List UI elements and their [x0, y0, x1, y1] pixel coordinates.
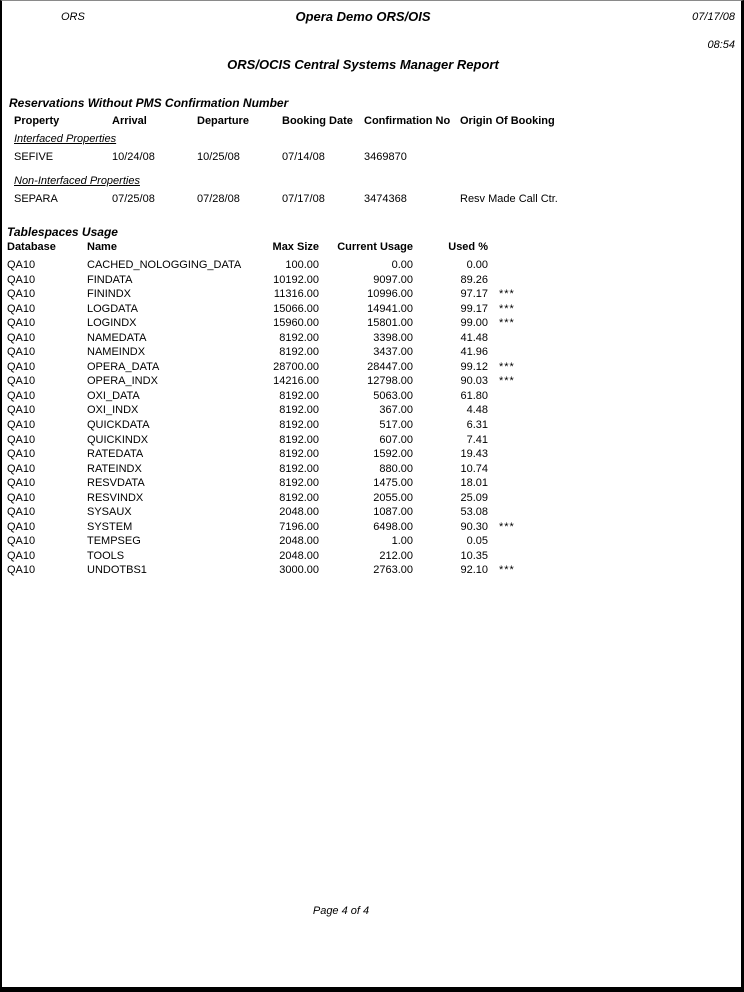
cell-name: QUICKDATA — [87, 419, 150, 432]
cell-current-usage: 28447.00 — [367, 360, 413, 373]
cell-database: QA10 — [7, 448, 36, 461]
cell-database: QA10 — [7, 506, 36, 519]
table-row — [7, 316, 547, 331]
table-row — [7, 520, 547, 535]
cell-database: QA10 — [7, 375, 36, 388]
cell-name: OPERA_INDX — [87, 375, 158, 388]
col-header-arrival: Arrival — [112, 115, 147, 127]
cell-confirmation-no: 3474368 — [364, 193, 407, 205]
cell-database: QA10 — [7, 331, 36, 344]
cell-current-usage: 15801.00 — [367, 317, 413, 330]
col-header-booking-date: Booking Date — [282, 115, 353, 127]
cell-name: LOGINDX — [87, 317, 137, 330]
cell-used-pct: 6.31 — [466, 419, 488, 432]
cell-origin: Resv Made Call Ctr. — [460, 193, 558, 205]
cell-used-pct: 97.17 — [460, 288, 488, 301]
cell-used-pct: 10.35 — [460, 549, 488, 562]
cell-max-size: 8192.00 — [279, 462, 319, 475]
table-row — [7, 403, 547, 418]
table-row — [7, 534, 547, 549]
cell-max-size: 2048.00 — [279, 535, 319, 548]
cell-threshold-flag: *** — [499, 302, 515, 315]
cell-database: QA10 — [7, 360, 36, 373]
table-row — [7, 505, 547, 520]
cell-used-pct: 61.80 — [460, 389, 488, 402]
table-row — [7, 563, 547, 578]
cell-current-usage: 2763.00 — [373, 564, 413, 577]
cell-name: OXI_INDX — [87, 404, 139, 417]
cell-database: QA10 — [7, 477, 36, 490]
col-header-name: Name — [87, 241, 117, 253]
cell-confirmation-no: 3469870 — [364, 151, 407, 163]
col-header-property: Property — [14, 115, 60, 127]
cell-max-size: 11316.00 — [273, 288, 319, 301]
cell-database: QA10 — [7, 491, 36, 504]
cell-name: SYSAUX — [87, 506, 132, 519]
header-title: Opera Demo ORS/OIS — [295, 9, 431, 24]
cell-used-pct: 89.26 — [460, 273, 488, 286]
cell-current-usage: 2055.00 — [373, 491, 413, 504]
cell-used-pct: 4.48 — [466, 404, 488, 417]
cell-current-usage: 517.00 — [379, 419, 413, 432]
tablespaces-header-row — [7, 241, 547, 258]
cell-name: SYSTEM — [87, 520, 133, 533]
cell-max-size: 8192.00 — [279, 404, 319, 417]
cell-current-usage: 5063.00 — [373, 389, 413, 402]
cell-departure: 10/25/08 — [197, 151, 240, 163]
cell-current-usage: 0.00 — [391, 259, 413, 271]
table-row — [7, 273, 547, 288]
col-header-confirmation-no: Confirmation No — [364, 115, 451, 127]
cell-current-usage: 880.00 — [379, 462, 413, 475]
report-title: ORS/OCIS Central Systems Manager Report — [227, 57, 499, 72]
cell-current-usage: 1087.00 — [373, 506, 413, 519]
tablespaces-table — [7, 241, 547, 578]
table-row — [7, 462, 547, 477]
cell-current-usage: 1475.00 — [373, 477, 413, 490]
cell-max-size: 15960.00 — [273, 317, 319, 330]
cell-name: OXI_DATA — [87, 389, 140, 402]
header-app-label: ORS — [61, 11, 85, 23]
cell-arrival: 07/25/08 — [112, 193, 155, 205]
cell-current-usage: 367.00 — [379, 404, 413, 417]
cell-database: QA10 — [7, 564, 36, 577]
cell-database: QA10 — [7, 462, 36, 475]
cell-current-usage: 14941.00 — [367, 302, 413, 315]
table-row — [7, 491, 547, 506]
cell-max-size: 8192.00 — [279, 346, 319, 359]
table-row — [7, 302, 547, 317]
cell-current-usage: 1.00 — [391, 535, 413, 548]
cell-name: TOOLS — [87, 549, 125, 562]
cell-used-pct: 53.08 — [460, 506, 488, 519]
tablespaces-section-title: Tablespaces Usage — [7, 225, 118, 239]
cell-max-size: 14216.00 — [273, 375, 319, 388]
cell-used-pct: 90.03 — [460, 375, 488, 388]
table-row — [7, 360, 547, 375]
cell-database: QA10 — [7, 549, 36, 562]
cell-max-size: 8192.00 — [279, 433, 319, 446]
cell-max-size: 8192.00 — [279, 448, 319, 461]
group-label-interfaced: Interfaced Properties — [14, 133, 117, 145]
cell-used-pct: 19.43 — [460, 448, 488, 461]
cell-used-pct: 99.00 — [460, 317, 488, 330]
cell-name: FINDATA — [87, 273, 133, 286]
cell-name: FININDX — [87, 288, 131, 301]
cell-current-usage: 3437.00 — [373, 346, 413, 359]
cell-threshold-flag: *** — [499, 564, 515, 577]
table-row — [7, 374, 547, 389]
cell-property: SEFIVE — [14, 151, 54, 163]
cell-current-usage: 1592.00 — [373, 448, 413, 461]
table-row — [7, 549, 547, 564]
cell-current-usage: 6498.00 — [373, 520, 413, 533]
cell-database: QA10 — [7, 288, 36, 301]
table-row — [14, 151, 720, 175]
table-row — [7, 287, 547, 302]
cell-departure: 07/28/08 — [197, 193, 240, 205]
cell-used-pct: 7.41 — [466, 433, 488, 446]
cell-database: QA10 — [7, 317, 36, 330]
cell-current-usage: 212.00 — [379, 549, 413, 562]
cell-database: QA10 — [7, 389, 36, 402]
cell-used-pct: 92.10 — [460, 564, 488, 577]
cell-max-size: 15066.00 — [273, 302, 319, 315]
cell-database: QA10 — [7, 302, 36, 315]
cell-threshold-flag: *** — [499, 360, 515, 373]
cell-property: SEPARA — [14, 193, 58, 205]
table-row — [7, 418, 547, 433]
cell-used-pct: 99.12 — [460, 360, 488, 373]
cell-name: RATEDATA — [87, 448, 144, 461]
cell-database: QA10 — [7, 404, 36, 417]
cell-used-pct: 41.96 — [460, 346, 488, 359]
cell-database: QA10 — [7, 433, 36, 446]
col-header-database: Database — [7, 241, 56, 253]
cell-database: QA10 — [7, 346, 36, 359]
cell-current-usage: 9097.00 — [373, 273, 413, 286]
cell-name: NAMEDATA — [87, 331, 147, 344]
cell-database: QA10 — [7, 259, 36, 271]
cell-max-size: 8192.00 — [279, 491, 319, 504]
cell-threshold-flag: *** — [499, 317, 515, 330]
cell-max-size: 8192.00 — [279, 477, 319, 490]
cell-max-size: 8192.00 — [279, 389, 319, 402]
page-number: Page 4 of 4 — [312, 905, 370, 917]
cell-current-usage: 12798.00 — [367, 375, 413, 388]
cell-name: RATEINDX — [87, 462, 142, 475]
header-time: 08:54 — [707, 39, 735, 51]
cell-max-size: 7196.00 — [279, 520, 319, 533]
tablespaces-rows — [7, 258, 547, 578]
col-header-origin: Origin Of Booking — [460, 115, 555, 127]
cell-current-usage: 607.00 — [379, 433, 413, 446]
cell-threshold-flag: *** — [499, 520, 515, 533]
table-row — [7, 476, 547, 491]
cell-current-usage: 3398.00 — [373, 331, 413, 344]
cell-booking-date: 07/17/08 — [282, 193, 325, 205]
cell-max-size: 28700.00 — [273, 360, 319, 373]
cell-database: QA10 — [7, 520, 36, 533]
cell-name: LOGDATA — [87, 302, 138, 315]
cell-used-pct: 99.17 — [460, 302, 488, 315]
col-header-current-usage: Current Usage — [337, 241, 413, 253]
cell-database: QA10 — [7, 535, 36, 548]
cell-used-pct: 18.01 — [460, 477, 488, 490]
reservations-header-row — [14, 115, 720, 133]
cell-name: RESVINDX — [87, 491, 144, 504]
cell-max-size: 3000.00 — [279, 564, 319, 577]
table-row — [14, 193, 720, 205]
cell-max-size: 100.00 — [285, 259, 319, 271]
reservations-table — [14, 115, 720, 205]
table-row — [7, 447, 547, 462]
cell-database: QA10 — [7, 273, 36, 286]
table-row — [7, 331, 547, 346]
table-row — [7, 433, 547, 448]
table-row — [7, 258, 547, 273]
cell-name: NAMEINDX — [87, 346, 146, 359]
cell-used-pct: 0.00 — [466, 259, 488, 271]
cell-used-pct: 10.74 — [460, 462, 488, 475]
table-row — [7, 345, 547, 360]
cell-max-size: 2048.00 — [279, 506, 319, 519]
reservations-section-title: Reservations Without PMS Confirmation Number — [9, 96, 289, 110]
cell-max-size: 2048.00 — [279, 549, 319, 562]
col-header-used-pct: Used % — [448, 241, 488, 253]
cell-max-size: 8192.00 — [279, 331, 319, 344]
cell-current-usage: 10996.00 — [367, 288, 413, 301]
cell-name: TEMPSEG — [87, 535, 141, 548]
cell-threshold-flag: *** — [499, 375, 515, 388]
cell-used-pct: 0.05 — [466, 535, 488, 548]
cell-name: CACHED_NOLOGGING_DATA — [87, 259, 242, 271]
cell-used-pct: 41.48 — [460, 331, 488, 344]
cell-max-size: 8192.00 — [279, 419, 319, 432]
cell-max-size: 10192.00 — [273, 273, 319, 286]
cell-name: UNDOTBS1 — [87, 564, 147, 577]
header-date: 07/17/08 — [692, 11, 735, 23]
col-header-departure: Departure — [197, 115, 249, 127]
cell-used-pct: 25.09 — [460, 491, 488, 504]
table-row — [7, 389, 547, 404]
cell-used-pct: 90.30 — [460, 520, 488, 533]
cell-threshold-flag: *** — [499, 288, 515, 301]
cell-booking-date: 07/14/08 — [282, 151, 325, 163]
cell-name: QUICKINDX — [87, 433, 149, 446]
cell-name: RESVDATA — [87, 477, 145, 490]
cell-database: QA10 — [7, 419, 36, 432]
cell-name: OPERA_DATA — [87, 360, 160, 373]
cell-arrival: 10/24/08 — [112, 151, 155, 163]
group-label-non-interfaced: Non-Interfaced Properties — [14, 175, 140, 187]
col-header-max-size: Max Size — [272, 241, 319, 253]
